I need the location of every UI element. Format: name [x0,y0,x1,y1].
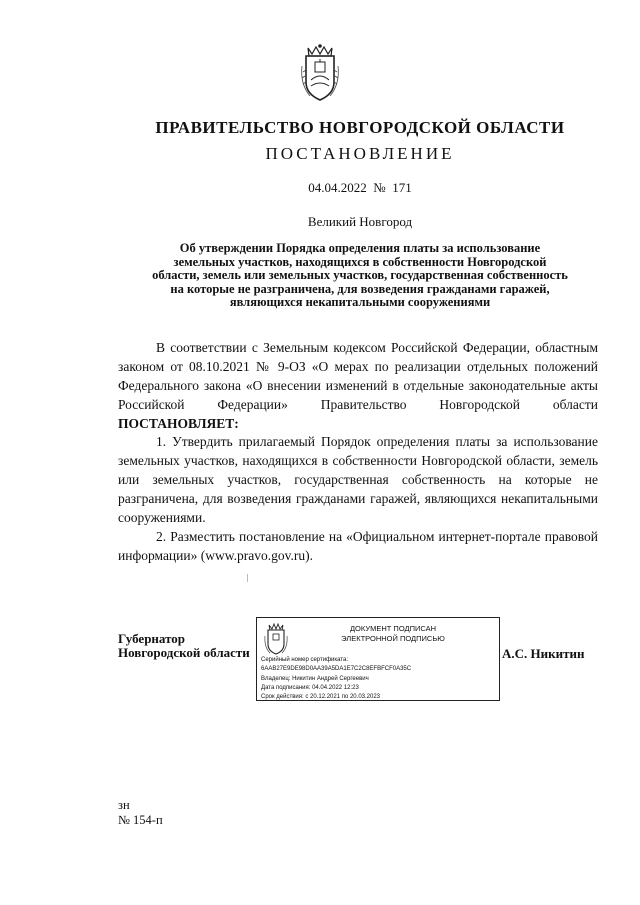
certificate-serial: 6AAB27E9DE98D0AA39A5DA1E7C2C8EFBFCF0A35C [261,666,412,673]
internal-number: № 154-п [118,813,163,827]
position-line: Новгородской области [118,645,250,660]
signatory-position [118,632,250,660]
title-line: являющихся некапитальными сооружениями [229,295,491,309]
signatory-name: А.С. Никитин [502,646,585,661]
document-number: 171 [392,180,412,195]
preamble-paragraph [118,338,598,433]
government-name: ПРАВИТЕЛЬСТВО НОВГОРОДСКОЙ ОБЛАСТИ [155,118,565,137]
city-name: Великий Новгород [307,214,413,229]
clause-2-paragraph: 2. Разместить постановление на «Официальном интернет-портале правовой информации» (www.pravo.gov.ru). [118,529,598,563]
title-line: на которые не разграничена, для возведения гражданами гаражей, [170,281,550,296]
title-line: земельных участков, находящихся в собственности Новгородской [173,254,547,269]
title-line: области, земель или земельных участков, государственная собственность [152,268,568,282]
stamp-heading [293,624,493,644]
certificate-owner: Владелец: Никитин Андрей Сергеевич [261,675,369,682]
scan-artifact [247,574,248,582]
document-title [118,242,602,310]
document-date: 04.04.2022 [308,180,367,195]
electronic-signature-stamp [256,617,500,701]
coat-of-arms-emblem [296,42,344,104]
title-line: Об утверждении Порядка определения платы за использование [179,241,541,255]
resolves-keyword: ПОСТАНОВЛЯЕТ: [118,416,239,431]
signing-date: Дата подписания: 04.04.2022 12:23 [261,684,359,691]
stamp-heading-line: ДОКУМЕНТ ПОДПИСАН [349,624,437,633]
stamp-crest-icon [261,622,291,656]
stamp-details [261,656,497,702]
number-sign: № [373,180,386,195]
certificate-label: Серийный номер сертификата: [261,657,349,663]
date-number-line [0,180,640,196]
position-line: Губернатор [118,631,186,646]
executor-initials: зн [118,798,130,812]
preamble-text: В соответствии с Земельным кодексом Российской Федерации, областным законом от 08.10.2021 № 9-ОЗ «О мерах по реализации отдельных положений Федерального закона «О внесении изменений в отдельные законодательные акты Российской Федерации» Правительство Новгородской области [118,340,598,412]
certificate-validity: Срок действия: с 20.12.2021 по 20.03.2023 [261,694,381,701]
document-type: ПОСТАНОВЛЕНИЕ [265,144,455,163]
clause-1-paragraph: 1. Утвердить прилагаемый Порядок определения платы за использование земельных участков, находящихся в собственности Новгородской области, земель или земельных участков, государственная собственность на которые не разграничена, для возведения гражданами гаражей, являющихся некапитальными сооружениями. [118,434,598,525]
stamp-heading-line: ЭЛЕКТРОННОЙ ПОДПИСЬЮ [341,634,445,643]
footer-reference [118,798,163,828]
